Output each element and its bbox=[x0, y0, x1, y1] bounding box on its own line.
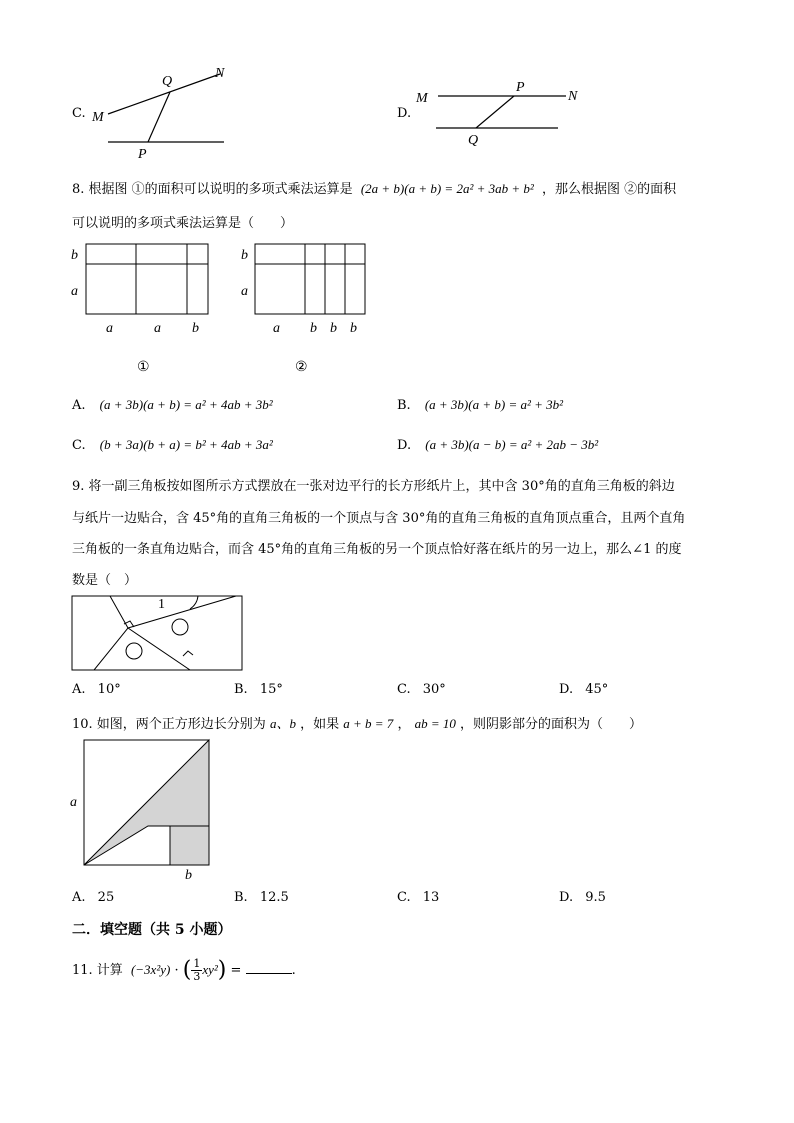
q10-side-a: a bbox=[70, 795, 77, 810]
q8-stem-formula: (2a + b)(a + b) = 2a² + 3ab + b² bbox=[360, 181, 534, 196]
q10-option-c[interactable]: C. 13 bbox=[397, 890, 440, 905]
q7d-line-pq bbox=[476, 96, 514, 128]
q8-figure-2 bbox=[236, 240, 376, 380]
q11-stem: 11. 计算 (−3x²y) · ( $\frac{1}{3}$ xy²) = . bbox=[72, 957, 296, 983]
q8-stem-line2: 可以说明的多项式乘法运算是（ ） bbox=[72, 216, 294, 231]
q8f1-bottom-a2: a bbox=[154, 321, 161, 336]
q8-option-a[interactable]: A. (a + 3b)(a + b) = a² + 4ab + 3b² bbox=[72, 397, 273, 413]
q8-stem-pre: 8. 根据图 ①的面积可以说明的多项式乘法运算是 bbox=[72, 182, 353, 197]
q7-option-c-figure bbox=[88, 62, 248, 162]
q9-angle-label: 1 bbox=[158, 597, 165, 612]
section-title: 二．填空题（共 5 小题） bbox=[72, 922, 232, 938]
q11-term1: (−3x²y) bbox=[130, 962, 171, 977]
q8f2-bottom-a: a bbox=[273, 321, 280, 336]
q9-figure bbox=[70, 594, 246, 674]
q7-option-c-label: C. bbox=[72, 106, 86, 121]
q8f1-side-a: a bbox=[71, 284, 78, 299]
q9-option-b[interactable]: B. 15° bbox=[234, 682, 283, 697]
q9-option-d[interactable]: D. 45° bbox=[559, 682, 609, 697]
q7d-point-m: M bbox=[416, 91, 428, 106]
q7d-point-p: P bbox=[516, 80, 525, 95]
q7d-point-n: N bbox=[568, 89, 578, 104]
q9-stem-line3: 三角板的一条直角边贴合，而含 45°角的直角三角板的另一个顶点恰好落在纸片的另一边上，那么∠1 的度 bbox=[72, 542, 682, 557]
q7-option-d-label: D. bbox=[397, 106, 412, 121]
q8-option-b[interactable]: B. (a + 3b)(a + b) = a² + 3b² bbox=[397, 397, 564, 413]
q7c-point-q: Q bbox=[162, 74, 173, 89]
q8f2-side-a: a bbox=[241, 284, 248, 299]
q11-answer-blank[interactable] bbox=[246, 961, 292, 974]
q8f2-bottom-b1: b bbox=[310, 321, 317, 336]
q9-option-c[interactable]: C. 30° bbox=[397, 682, 446, 697]
q8-stem-line1 bbox=[72, 178, 676, 197]
q8f2-caption: ② bbox=[295, 360, 308, 375]
q9-stem-line4: 数是（ ） bbox=[72, 573, 138, 588]
q10-option-b[interactable]: B. 12.5 bbox=[234, 890, 289, 905]
q9-option-a[interactable]: A. 10° bbox=[72, 682, 121, 697]
q8-option-c[interactable]: C. (b + 3a)(b + a) = b² + 4ab + 3a² bbox=[72, 437, 273, 453]
q8f1-bottom-b: b bbox=[192, 321, 199, 336]
q8-figure-1 bbox=[66, 240, 216, 380]
q8f2-bottom-b2: b bbox=[330, 321, 337, 336]
q9-stem-line2: 与纸片一边贴合，含 45°角的直角三角板的一个顶点与含 30°角的直角三角板的直角顶点重合，且两个直角 bbox=[72, 511, 686, 526]
q8f2-bottom-b3: b bbox=[350, 321, 357, 336]
q9-stem-line1: 9. 将一副三角板按如图所示方式摆放在一张对边平行的长方形纸片上，其中含 30°角的直角三角板的斜边 bbox=[72, 479, 675, 494]
q10-option-a[interactable]: A. 25 bbox=[72, 890, 115, 905]
q7c-point-n: N bbox=[215, 66, 225, 81]
q10-figure bbox=[68, 736, 218, 884]
q7d-point-q: Q bbox=[468, 133, 479, 148]
q10-stem: 10. 如图，两个正方形边长分别为 a、b ，如果 a + b = 7 ， ab = 10 ，则阴影部分的面积为（ ） bbox=[72, 716, 643, 732]
q8f1-caption: ① bbox=[137, 360, 150, 375]
q8-option-d[interactable]: D. (a + 3b)(a − b) = a² + 2ab − 3b² bbox=[397, 437, 599, 453]
q8f1-bottom-a1: a bbox=[106, 321, 113, 336]
q10-bottom-b: b bbox=[185, 868, 192, 883]
q8-stem-post: ，那么根据图 ②的面积 bbox=[541, 182, 677, 197]
q10-option-d[interactable]: D. 9.5 bbox=[559, 890, 606, 905]
q8f2-side-b: b bbox=[241, 248, 248, 263]
q7c-point-m: M bbox=[92, 110, 104, 125]
q7-option-d-figure bbox=[410, 76, 590, 152]
q7c-point-p: P bbox=[138, 147, 147, 162]
q7c-line-qp bbox=[148, 92, 170, 142]
q8f1-side-b: b bbox=[71, 248, 78, 263]
q11-fraction: $\frac{1}{3}$ bbox=[193, 957, 201, 983]
